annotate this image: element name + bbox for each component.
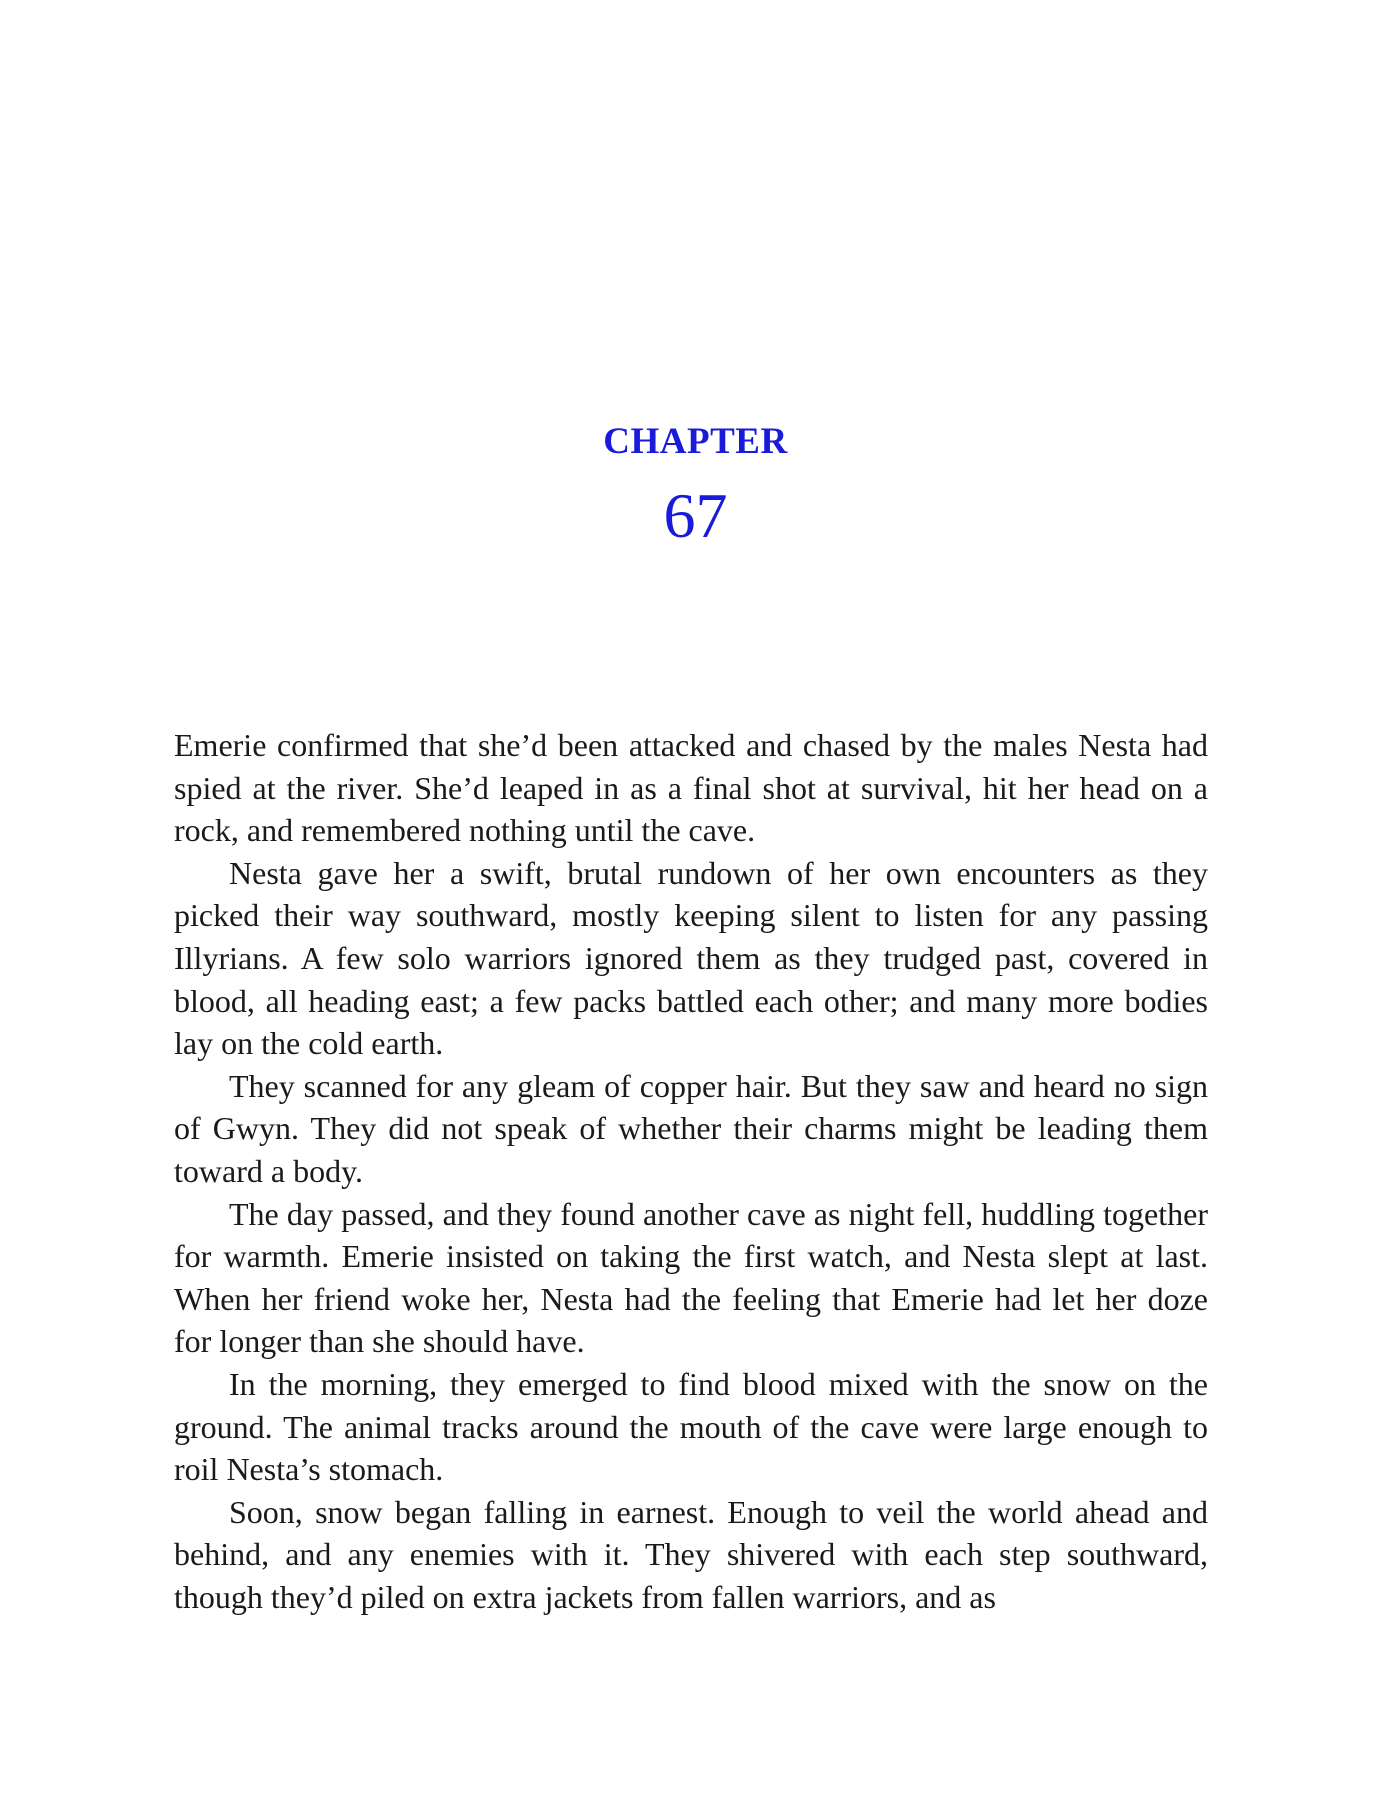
chapter-number: 67 <box>663 480 728 551</box>
paragraph: The day passed, and they found another cave as night fell, huddling together for warmth. Emerie insisted on taking the first watch, and Nesta slept at last. When her friend woke her, Nesta had the feeling that Emerie had let her doze for longer than she should have. <box>174 1195 1208 1360</box>
paragraph: Nesta gave her a swift, brutal rundown of her own encounters as they picked their way southward, mostly keeping silent to listen for any passing Illyrians. A few solo warriors ignored them as they trudged past, covered in blood, all heading east; a few packs battled each other; and many more bodies lay on the cold earth. <box>174 854 1208 1062</box>
chapter-body <box>174 724 1208 1618</box>
paragraph: Soon, snow began falling in earnest. Enough to veil the world ahead and behind, and any enemies with it. They shivered with each step southward, though they’d piled on extra jackets from fallen warriors, and as <box>174 1493 1208 1615</box>
chapter-label: CHAPTER <box>603 421 788 462</box>
paragraph: In the morning, they emerged to find blood mixed with the snow on the ground. The animal tracks around the mouth of the cave were large enough to roil Nesta’s stomach. <box>174 1365 1208 1488</box>
paragraph: They scanned for any gleam of copper hair. But they saw and heard no sign of Gwyn. They did not speak of whether their charms might be leading them toward a body. <box>174 1067 1208 1189</box>
paragraph: Emerie confirmed that she’d been attacked and chased by the males Nesta had spied at the river. She’d leaped in as a final shot at survival, hit her head on a rock, and remembered nothing until the cave. <box>174 727 1208 849</box>
